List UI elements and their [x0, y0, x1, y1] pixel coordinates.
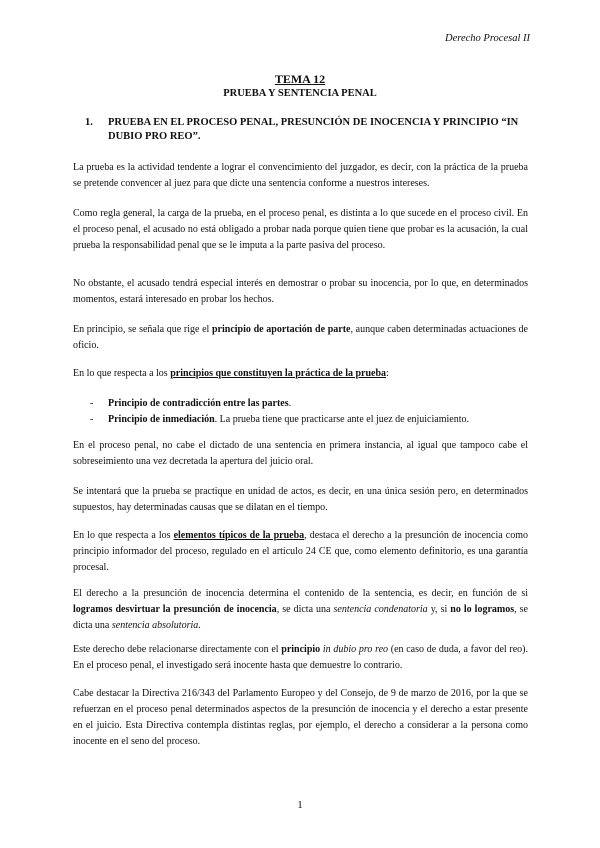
text-run: , se dicta una: [276, 604, 334, 615]
text-run: . La prueba tiene que practicarse ante el juez de enjuiciamiento.: [214, 414, 469, 425]
paragraph: [73, 586, 528, 634]
text-run: En lo que respecta a los: [73, 530, 174, 541]
paragraph: Como regla general, la carga de la prueba, en el proceso penal, es distinta a lo que sucede en el proceso civil. En el proceso penal, el acusado no está obligado a probar nada porque quien tiene que probar es la acusación, la cual prueba la responsabilidad penal que se le imputa a la parte pasiva del proceso.: [73, 208, 528, 251]
paragraph: No obstante, el acusado tendrá especial interés en demostrar o probar su inocencia, por lo que, en determinados momentos, estará interesado en probar los hechos.: [73, 278, 528, 305]
bold-term: logramos desvirtuar la presunción de inocencia: [73, 604, 277, 615]
topic-subtitle: PRUEBA Y SENTENCIA PENAL: [223, 88, 377, 99]
text-run: , aunque caben determinadas actuaciones de oficio.: [73, 324, 528, 351]
bold-term: no lo logramos: [450, 604, 515, 615]
list-dash: -: [90, 414, 94, 425]
title-block: [0, 72, 600, 101]
bold-term: principio de aportación de parte: [212, 324, 351, 335]
italic-term: sentencia condenatoria: [333, 604, 428, 615]
bold-term: Principio de inmediación: [108, 414, 215, 425]
running-header: Derecho Procesal II: [445, 33, 530, 44]
italic-term: in dubio pro reo: [322, 644, 389, 655]
paragraph: En el proceso penal, no cabe el dictado de una sentencia en primera instancia, al igual que tampoco cabe el sobreseimiento una vez decretada la apertura del juicio oral.: [73, 440, 528, 467]
paragraph: Cabe destacar la Directiva 216/343 del Parlamento Europeo y del Consejo, de 9 de marzo de 2016, por la que se refuerzan en el proceso penal determinados aspectos de la presunción de inocencia y el derecho a estar presente en el juicio. Esta Directiva contempla distintas reglas, por ejemplo, el derecho a considerar a la persona como inocente en el seno del proceso.: [73, 688, 528, 747]
paragraph: [73, 322, 528, 354]
paragraph: Se intentará que la prueba se practique en unidad de actos, es decir, en una única sesión pero, en determinados supuestos, hay determinadas causas que se dilatan en el tiempo.: [73, 486, 528, 513]
section-heading: [85, 116, 540, 144]
bold-underlined-term: principios que constituyen la práctica de la prueba: [170, 368, 387, 379]
bold-underlined-term: elementos típicos de la prueba: [173, 530, 305, 541]
text-run: En principio, se señala que rige el: [73, 324, 212, 335]
text-run: :: [386, 368, 389, 379]
bold-term: principio: [281, 644, 321, 655]
list-item: [90, 412, 469, 428]
text-run: (en caso de duda, a favor del reo). En el proceso penal, el investigado será inocente hasta que demuestre lo contrario.: [73, 644, 528, 671]
text-run: .: [198, 620, 201, 631]
text-run: Este derecho debe relacionarse directamente con el: [73, 644, 282, 655]
section-heading-text: PRUEBA EN EL PROCESO PENAL, PRESUNCIÓN DE INOCENCIA Y PRINCIPIO “IN DUBIO PRO REO”.: [108, 117, 519, 142]
list-item: [90, 396, 469, 412]
text-run: En lo que respecta a los: [73, 368, 171, 379]
list-dash: -: [90, 398, 94, 409]
italic-term: sentencia absolutoria: [111, 620, 199, 631]
text-run: y, si: [427, 604, 451, 615]
principles-list: [90, 396, 469, 428]
bold-term: Principio de contradicción entre las partes: [108, 398, 289, 409]
paragraph: [73, 366, 528, 382]
page-number: 1: [297, 799, 303, 811]
text-run: , destaca el derecho a la presunción de inocencia como principio informador del proceso, regulado en el artículo 24 CE que, como elemento definitorio, es una garantía procesal.: [73, 530, 528, 573]
topic-title: TEMA 12: [274, 72, 326, 86]
section-number: 1.: [85, 117, 93, 128]
text-run: , se dicta una: [73, 604, 528, 631]
paragraph: [73, 642, 528, 674]
paragraph: [73, 528, 528, 576]
text-run: El derecho a la presunción de inocencia determina el contenido de la sentencia, es decir, en función de si: [73, 588, 528, 599]
text-run: .: [288, 398, 292, 409]
paragraph: La prueba es la actividad tendente a lograr el convencimiento del juzgador, es decir, con la práctica de la prueba se pretende convencer al juez para que dicte una sentencia conforme a nuestros intereses.: [73, 162, 528, 189]
